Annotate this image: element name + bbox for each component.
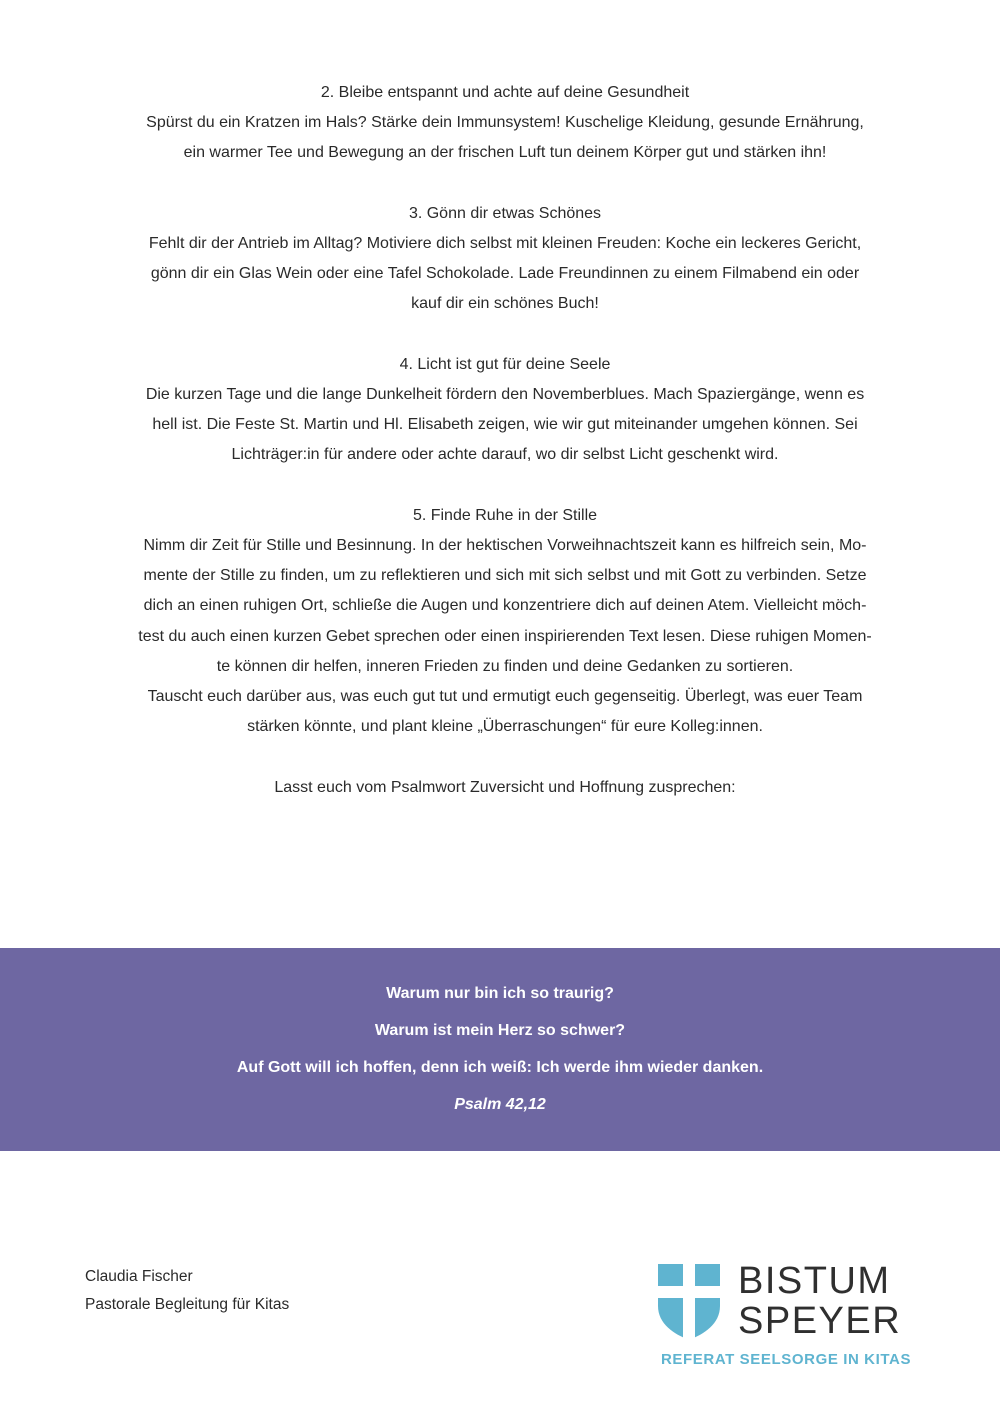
section-heading: 3. Gönn dir etwas Schönes [408,204,602,222]
psalm-line: Warum nur bin ich so traurig? [386,985,614,1002]
section-line: Spürst du ein Kratzen im Hals? Stärke dein Immunsystem! Kuschelige Kleidung, gesunde Ernährung, [146,114,864,132]
author-role: Pastorale Begleitung für Kitas [85,1296,290,1313]
section-silence [85,501,925,743]
logo-word-speyer: SPEYER [738,1300,902,1342]
section-line: dich an einen ruhigen Ort, schließe die Augen und konzentriere dich auf deinen Atem. Vielleicht möch- [143,597,867,615]
closing-line: Lasst euch vom Psalmwort Zuversicht und Hoffnung zusprechen: [274,778,736,796]
section-heading: 4. Licht ist gut für deine Seele [399,355,611,373]
author-name: Claudia Fischer [85,1268,193,1285]
section-heading: 2. Bleibe entspannt und achte auf deine Gesundheit [320,84,690,101]
section-line: kauf dir ein schönes Buch! [411,295,599,313]
section-line: Fehlt dir der Antrieb im Alltag? Motiviere dich selbst mit kleinen Freuden: Koche ein leckeres Gericht, [148,235,862,252]
section-line: hell ist. Die Feste St. Martin und Hl. Elisabeth zeigen, wie wir gut miteinander umgehen können. Sei [152,416,858,434]
section-line: te können dir helfen, inneren Frieden zu finden und deine Gedanken zu sortieren. [216,657,794,675]
psalm-text [0,975,1000,1123]
section-line: gönn dir ein Glas Wein oder eine Tafel Schokolade. Lade Freundinnen zu einem Filmabend ein oder [150,265,860,283]
author-block [85,1263,289,1319]
section-line: Lichträger:in für andere oder achte darauf, wo dir selbst Licht geschenkt wird. [231,446,779,464]
section-health [85,78,925,169]
psalm-line: Warum ist mein Herz so schwer? [374,1022,626,1039]
section-line: test du auch einen kurzen Gebet sprechen oder einen inspirierenden Text lesen. Diese ruhigen Momen- [138,627,872,645]
section-heading: 5. Finde Ruhe in der Stille [412,506,598,524]
shield-cross-icon [658,1264,720,1340]
section-line: mente der Stille zu finden, um zu reflektieren und sich mit sich selbst und mit Gott zu verbinden. Setze [143,567,867,585]
psalm-reference: Psalm 42,12 [454,1096,546,1113]
diocese-logo [658,1262,933,1372]
section-line: stärken könnte, und plant kleine „Überraschungen“ für eure Kolleg:innen. [247,718,763,736]
logo-word-bistum: BISTUM [738,1260,891,1302]
section-line: Nimm dir Zeit für Stille und Besinnung. In der hektischen Vorweihnachtszeit kann es hilfreich sein, Mo- [143,537,867,554]
section-line: Tauscht euch darüber aus, was euch gut tut und ermutigt euch gegenseitig. Überlegt, was euer Team [147,688,863,706]
section-light [85,350,925,471]
section-line: ein warmer Tee und Bewegung an der frischen Luft tun deinem Körper gut und stärken ihn! [183,144,827,162]
section-treat [85,199,925,320]
section-line: Die kurzen Tage und die lange Dunkelheit fördern den Novemberblues. Mach Spaziergänge, wenn es [145,386,865,403]
psalm-line: Auf Gott will ich hoffen, denn ich weiß: Ich werde ihm wieder danken. [236,1059,764,1076]
letter-body [85,78,925,803]
logo-subtitle: REFERAT SEELSORGE IN KITAS [661,1351,912,1368]
psalm-banner [0,948,1000,1151]
